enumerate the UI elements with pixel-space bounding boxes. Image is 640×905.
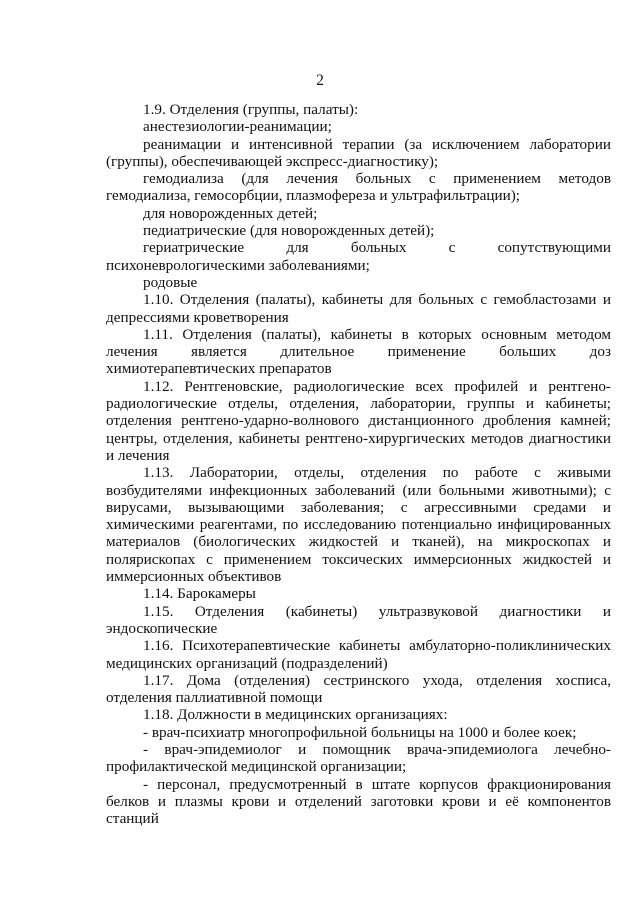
paragraph: для новорожденных детей;	[143, 204, 318, 222]
page-number: 2	[316, 72, 324, 89]
paragraph: - врач-психиатр многопрофильной больницы на 1000 и более коек;	[143, 723, 577, 741]
paragraph: анестезиологии-реанимации;	[143, 118, 332, 136]
paragraph: 1.15. Отделения (кабинеты) ультразвуковой диагностики и эндоскопические	[106, 602, 611, 637]
paragraph: 1.17. Дома (отделения) сестринского ухода, отделения хосписа, отделения паллиативной помощи	[106, 671, 611, 707]
paragraph: 1.12. Рентгеновские, радиологические всех профилей и рентгено-радиологические отделы, отделения, лаборатории, группы и кабинеты; отделения рентгено-ударно-волнового дистанционного дробления камней; центры, отделения, кабинеты рентгено-хирургических методов диагностики и лечения	[106, 377, 611, 464]
paragraph: 1.9. Отделения (группы, палаты):	[143, 101, 359, 118]
paragraph: 1.18. Должности в медицинских организациях:	[143, 706, 448, 724]
paragraph: реанимации и интенсивной терапии (за исключением лаборатории (группы), обеспечивающей экспресс-диагностику);	[106, 135, 611, 170]
paragraph: 1.11. Отделения (палаты), кабинеты в которых основным методом лечения является длительное применение больших доз химиотерапевтических препаратов	[106, 325, 611, 378]
paragraph: педиатрические (для новорожденных детей);	[143, 222, 435, 240]
paragraph: - персонал, предусмотренный в штате корпусов фракционирования белков и плазмы крови и отделений заготовки крови и её компонентов станций	[106, 775, 611, 828]
paragraph: - врач-эпидемиолог и помощник врача-эпидемиолога лечебно-профилактической медицинской организации;	[106, 740, 611, 776]
document-body	[106, 101, 611, 827]
paragraph: 1.16. Психотерапевтические кабинеты амбулаторно-поликлинических медицинских организаций (подразделений)	[106, 637, 611, 672]
paragraph: родовые	[143, 273, 198, 291]
paragraph: 1.10. Отделения (палаты), кабинеты для больных с гемобластозами и депрессиями кроветворения	[106, 291, 611, 326]
paragraph: гериатрические для больных с сопутствующими психоневрологическими заболеваниями;	[106, 239, 611, 274]
paragraph: гемодиализа (для лечения больных с применением методов гемодиализа, гемосорбции, плазмофереза и ультрафильтрации);	[106, 170, 611, 205]
paragraph: 1.14. Барокамеры	[143, 585, 256, 603]
paragraph: 1.13. Лаборатории, отделы, отделения по работе с живыми возбудителями инфекционных заболеваний (или больными животными); с вирусами, вызывающими заболевания; с агрессивными средами и химическими реагентами, по исследованию потенциально инфицированных материалов (биологических жидкостей и тканей), на микроскопах и полярископах с применением токсических иммерсионных жидкостей и иммерсионных объективов	[106, 464, 611, 586]
